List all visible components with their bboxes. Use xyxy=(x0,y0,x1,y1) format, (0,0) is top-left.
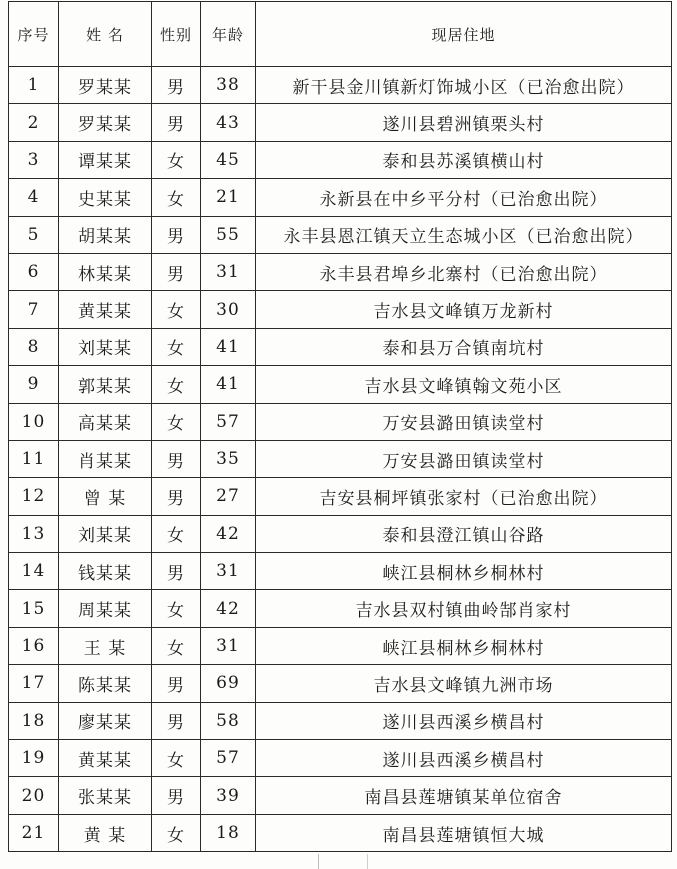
cell-address: 遂川县碧洲镇栗头村 xyxy=(256,104,672,141)
cell-sex: 女 xyxy=(152,179,201,216)
cell-no: 16 xyxy=(9,627,59,664)
cell-address: 南昌县莲塘镇恒大城 xyxy=(256,814,672,851)
cell-no: 3 xyxy=(9,141,59,178)
cell-age: 57 xyxy=(201,403,256,440)
cell-address: 遂川县西溪乡横昌村 xyxy=(256,740,672,777)
table-row xyxy=(9,291,672,328)
table-row xyxy=(9,627,672,664)
cell-name: 廖某某 xyxy=(59,702,152,739)
cell-sex: 女 xyxy=(152,740,201,777)
header-sex: 性别 xyxy=(152,2,201,67)
cell-no: 18 xyxy=(9,702,59,739)
cell-no: 12 xyxy=(9,478,59,515)
cell-address: 吉水县文峰镇翰文苑小区 xyxy=(256,366,672,403)
cell-sex: 男 xyxy=(152,216,201,253)
cell-sex: 女 xyxy=(152,627,201,664)
table-row xyxy=(9,440,672,477)
table-row xyxy=(9,328,672,365)
cell-sex: 女 xyxy=(152,814,201,851)
cell-no: 5 xyxy=(9,216,59,253)
table-row xyxy=(9,590,672,627)
cell-name: 周某某 xyxy=(59,590,152,627)
table-continuation-edge xyxy=(318,854,368,869)
cell-address: 峡江县桐林乡桐林村 xyxy=(256,553,672,590)
cell-sex: 男 xyxy=(152,777,201,814)
table-body xyxy=(9,67,672,852)
header-age: 年龄 xyxy=(201,2,256,67)
cell-age: 42 xyxy=(201,515,256,552)
cell-sex: 女 xyxy=(152,328,201,365)
cell-age: 58 xyxy=(201,702,256,739)
cell-address: 泰和县苏溪镇横山村 xyxy=(256,141,672,178)
cell-address: 万安县潞田镇读堂村 xyxy=(256,440,672,477)
cell-name: 高某某 xyxy=(59,403,152,440)
case-roster-table xyxy=(8,1,672,852)
cell-address: 吉安县桐坪镇张家村（已治愈出院） xyxy=(256,478,672,515)
table-row xyxy=(9,553,672,590)
cell-sex: 男 xyxy=(152,440,201,477)
cell-name: 郭某某 xyxy=(59,366,152,403)
header-no: 序号 xyxy=(9,2,59,67)
table-row xyxy=(9,403,672,440)
cell-address: 永丰县恩江镇天立生态城小区（已治愈出院） xyxy=(256,216,672,253)
cell-name: 陈某某 xyxy=(59,665,152,702)
table-row xyxy=(9,515,672,552)
cell-sex: 男 xyxy=(152,478,201,515)
cell-name: 钱某某 xyxy=(59,553,152,590)
cell-no: 10 xyxy=(9,403,59,440)
cell-name: 林某某 xyxy=(59,253,152,290)
cell-name: 罗某某 xyxy=(59,104,152,141)
cell-address: 南昌县莲塘镇某单位宿舍 xyxy=(256,777,672,814)
cell-sex: 女 xyxy=(152,141,201,178)
cell-no: 4 xyxy=(9,179,59,216)
cell-age: 41 xyxy=(201,366,256,403)
table-row xyxy=(9,104,672,141)
table-row xyxy=(9,179,672,216)
cell-address: 永丰县君埠乡北寨村（已治愈出院） xyxy=(256,253,672,290)
cell-address: 新干县金川镇新灯饰城小区（已治愈出院） xyxy=(256,67,672,104)
cell-no: 13 xyxy=(9,515,59,552)
table-row xyxy=(9,366,672,403)
cell-no: 19 xyxy=(9,740,59,777)
table-row xyxy=(9,67,672,104)
cell-age: 43 xyxy=(201,104,256,141)
table-row xyxy=(9,702,672,739)
cell-sex: 女 xyxy=(152,590,201,627)
cell-no: 14 xyxy=(9,553,59,590)
cell-no: 1 xyxy=(9,67,59,104)
cell-name: 王 某 xyxy=(59,627,152,664)
cell-address: 永新县在中乡平分村（已治愈出院） xyxy=(256,179,672,216)
cell-name: 张某某 xyxy=(59,777,152,814)
table-row xyxy=(9,665,672,702)
cell-address: 遂川县西溪乡横昌村 xyxy=(256,702,672,739)
table-row xyxy=(9,814,672,851)
cell-address: 泰和县万合镇南坑村 xyxy=(256,328,672,365)
cell-age: 42 xyxy=(201,590,256,627)
table-row xyxy=(9,253,672,290)
cell-sex: 男 xyxy=(152,104,201,141)
table-row xyxy=(9,141,672,178)
header-name: 姓 名 xyxy=(59,2,152,67)
cell-no: 8 xyxy=(9,328,59,365)
header-row xyxy=(9,2,672,67)
cell-sex: 男 xyxy=(152,665,201,702)
cell-age: 55 xyxy=(201,216,256,253)
cell-sex: 女 xyxy=(152,291,201,328)
cell-name: 黄某某 xyxy=(59,740,152,777)
cell-age: 41 xyxy=(201,328,256,365)
cell-age: 35 xyxy=(201,440,256,477)
cell-address: 吉水县文峰镇九洲市场 xyxy=(256,665,672,702)
cell-sex: 男 xyxy=(152,553,201,590)
table-header xyxy=(9,2,672,67)
cell-no: 9 xyxy=(9,366,59,403)
cell-no: 17 xyxy=(9,665,59,702)
table-row xyxy=(9,216,672,253)
cell-name: 黄 某 xyxy=(59,814,152,851)
cell-age: 30 xyxy=(201,291,256,328)
cell-no: 20 xyxy=(9,777,59,814)
cell-age: 27 xyxy=(201,478,256,515)
cell-name: 刘某某 xyxy=(59,328,152,365)
cell-name: 胡某某 xyxy=(59,216,152,253)
cell-name: 罗某某 xyxy=(59,67,152,104)
cell-age: 57 xyxy=(201,740,256,777)
cell-no: 7 xyxy=(9,291,59,328)
cell-age: 21 xyxy=(201,179,256,216)
cell-no: 15 xyxy=(9,590,59,627)
cell-age: 31 xyxy=(201,553,256,590)
cell-age: 31 xyxy=(201,253,256,290)
cell-no: 6 xyxy=(9,253,59,290)
cell-name: 黄某某 xyxy=(59,291,152,328)
table-row xyxy=(9,777,672,814)
cell-address: 峡江县桐林乡桐林村 xyxy=(256,627,672,664)
cell-age: 45 xyxy=(201,141,256,178)
cell-address: 泰和县澄江镇山谷路 xyxy=(256,515,672,552)
cell-sex: 女 xyxy=(152,515,201,552)
header-address: 现居住地 xyxy=(256,2,672,67)
cell-name: 谭某某 xyxy=(59,141,152,178)
cell-age: 69 xyxy=(201,665,256,702)
cell-sex: 女 xyxy=(152,366,201,403)
cell-age: 38 xyxy=(201,67,256,104)
cell-no: 21 xyxy=(9,814,59,851)
cell-name: 史某某 xyxy=(59,179,152,216)
cell-address: 吉水县双村镇曲岭郜肖家村 xyxy=(256,590,672,627)
cell-age: 39 xyxy=(201,777,256,814)
cell-address: 吉水县文峰镇万龙新村 xyxy=(256,291,672,328)
cell-sex: 女 xyxy=(152,403,201,440)
cell-address: 万安县潞田镇读堂村 xyxy=(256,403,672,440)
cell-sex: 男 xyxy=(152,702,201,739)
cell-no: 2 xyxy=(9,104,59,141)
cell-age: 31 xyxy=(201,627,256,664)
cell-name: 肖某某 xyxy=(59,440,152,477)
table-row xyxy=(9,740,672,777)
cell-no: 11 xyxy=(9,440,59,477)
cell-name: 曾 某 xyxy=(59,478,152,515)
cell-sex: 男 xyxy=(152,67,201,104)
cell-sex: 男 xyxy=(152,253,201,290)
table-row xyxy=(9,478,672,515)
cell-age: 18 xyxy=(201,814,256,851)
cell-name: 刘某某 xyxy=(59,515,152,552)
